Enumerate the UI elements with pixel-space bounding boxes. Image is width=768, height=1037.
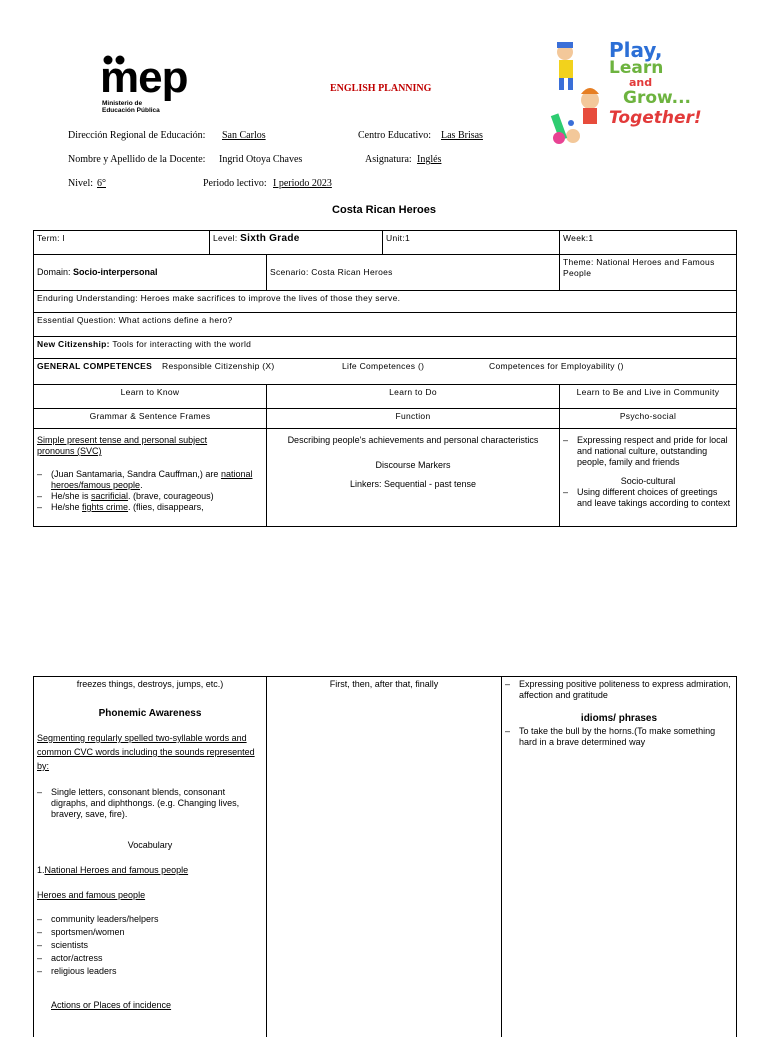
linkers-text: Linkers: Sequential - past tense [349, 479, 477, 489]
general-competences-label: GENERAL COMPETENCES [37, 361, 153, 371]
socio-cultural-title: Socio-cultural [620, 476, 676, 486]
phonemic-awareness-title: Phonemic Awareness [98, 708, 202, 719]
list-item: – He/she fights crime. (flies, disappears, [37, 502, 263, 513]
cell-enduring-understanding: Enduring Understanding: Heroes make sacrifices to improve the lives of those they serve. [34, 291, 737, 313]
graphic-word-learn: Learn [609, 58, 664, 78]
grammar-continued: freezes things, destroys, jumps, etc.) [76, 679, 224, 689]
info-value-periodo: I periodo 2023 [273, 178, 332, 189]
graphic-word-together: Together! [609, 108, 702, 128]
competence-responsible: Responsible Citizenship (X) [162, 361, 275, 371]
phonemic-paragraph: Segmenting regularly spelled two-syllable words and common CVC words including the sounds represented by: [37, 733, 255, 771]
cell-scenario: Scenario: Costa Rican Heroes [267, 255, 560, 291]
competence-life: Life Competences () [342, 361, 425, 371]
info-label-periodo: Periodo lectivo: [203, 178, 267, 189]
head-learn-to-do: Learn to Do [267, 385, 560, 409]
head-learn-to-know: Learn to Know [34, 385, 267, 409]
vocabulary-item-1: 1.National Heroes and famous people [37, 865, 189, 875]
info-label-nivel: Nivel: [68, 178, 93, 189]
cell-learn-to-do-content [267, 429, 560, 527]
info-value-centro: Las Brisas [441, 130, 483, 141]
list-item: – community leaders/helpers [37, 913, 263, 926]
subhead-grammar: Grammar & Sentence Frames [34, 409, 267, 429]
mep-sub-line1: Ministerio de [102, 100, 143, 107]
cell-learn-to-be-content [560, 429, 737, 527]
subhead-psycho-social: Psycho-social [560, 409, 737, 429]
planning-table [33, 230, 737, 527]
competence-employability: Competences for Employability () [489, 361, 624, 371]
graphic-word-grow: Grow... [623, 88, 692, 108]
list-item: – To take the bull by the horns.(To make something hard in a brave determined way [505, 726, 733, 748]
actions-title: Actions or Places of incidence [51, 1000, 172, 1010]
vocabulary-title: Vocabulary [127, 840, 173, 850]
document-title: Costa Rican Heroes [332, 204, 436, 216]
info-value-docente: Ingrid Otoya Chaves [219, 154, 303, 165]
list-item: – Using different choices of greetings and leave takings according to context [563, 487, 733, 509]
cell-week: Week:1 [560, 231, 737, 255]
list-item: – religious leaders [37, 965, 263, 978]
cell-learn-to-do-continued [267, 677, 502, 1037]
planning-table-continued [33, 676, 737, 1037]
cell-general-competences [34, 359, 737, 385]
subhead-function: Function [267, 409, 560, 429]
cell-unit: Unit:1 [383, 231, 560, 255]
cell-new-citizenship: New Citizenship: Tools for interacting with the world [34, 337, 737, 359]
list-item: – Expressing respect and pride for local and national culture, outstanding people, family and friends [563, 435, 733, 468]
linkers-list: First, then, after that, finally [329, 679, 439, 689]
discourse-markers-title: Discourse Markers [375, 460, 451, 470]
play-learn-grow-graphic [545, 38, 702, 148]
function-text: Describing people's achievements and personal characteristics [287, 435, 539, 445]
info-label-asignatura: Asignatura: [365, 154, 412, 165]
cell-learn-to-be-continued [502, 677, 737, 1037]
list-item: – Single letters, consonant blends, consonant digraphs, and diphthongs. (e.g. Changing lives, bravery, save, fire). [37, 787, 263, 820]
cell-level: Level: Sixth Grade [210, 231, 383, 255]
cell-learn-to-know-content [34, 429, 267, 527]
list-item: – He/she is sacrificial. (brave, courageous) [37, 491, 263, 502]
graphic-word-play: Play, [609, 38, 663, 62]
cell-essential-question: Essential Question: What actions define a hero? [34, 313, 737, 337]
list-item: – sportsmen/women [37, 926, 263, 939]
list-item: – Expressing positive politeness to express admiration, affection and gratitude [505, 679, 733, 701]
mep-sub-line2: Educación Pública [102, 107, 160, 114]
vocabulary-subtitle: Heroes and famous people [37, 890, 146, 900]
info-value-nivel: 6° [97, 178, 106, 189]
info-value-asignatura: Inglés [417, 154, 442, 165]
cell-term: Term: I [34, 231, 210, 255]
list-item: – scientists [37, 939, 263, 952]
info-label-docente: Nombre y Apellido de la Docente: [68, 154, 206, 165]
page-heading: ENGLISH PLANNING [330, 83, 432, 94]
graphic-word-and: and [629, 76, 653, 89]
info-label-regional: Dirección Regional de Educación: [68, 130, 206, 141]
idioms-title: idioms/ phrases [580, 713, 658, 724]
info-label-centro: Centro Educativo: [358, 130, 432, 141]
list-item: – (Juan Santamaria, Sandra Cauffman,) are national heroes/famous people. [37, 469, 263, 491]
cell-theme: Theme: National Heroes and Famous People [560, 255, 737, 291]
mep-logo-word: mep [100, 53, 188, 102]
list-item: – actor/actress [37, 952, 263, 965]
cell-domain: Domain: Socio-interpersonal [34, 255, 267, 291]
info-value-regional: San Carlos [222, 130, 266, 141]
cell-learn-to-know-continued [34, 677, 267, 1037]
mep-logo-subtitle [102, 100, 182, 114]
head-learn-to-be: Learn to Be and Live in Community [560, 385, 737, 409]
grammar-paragraph: Simple present tense and personal subject pronouns (SVC) [37, 435, 208, 456]
